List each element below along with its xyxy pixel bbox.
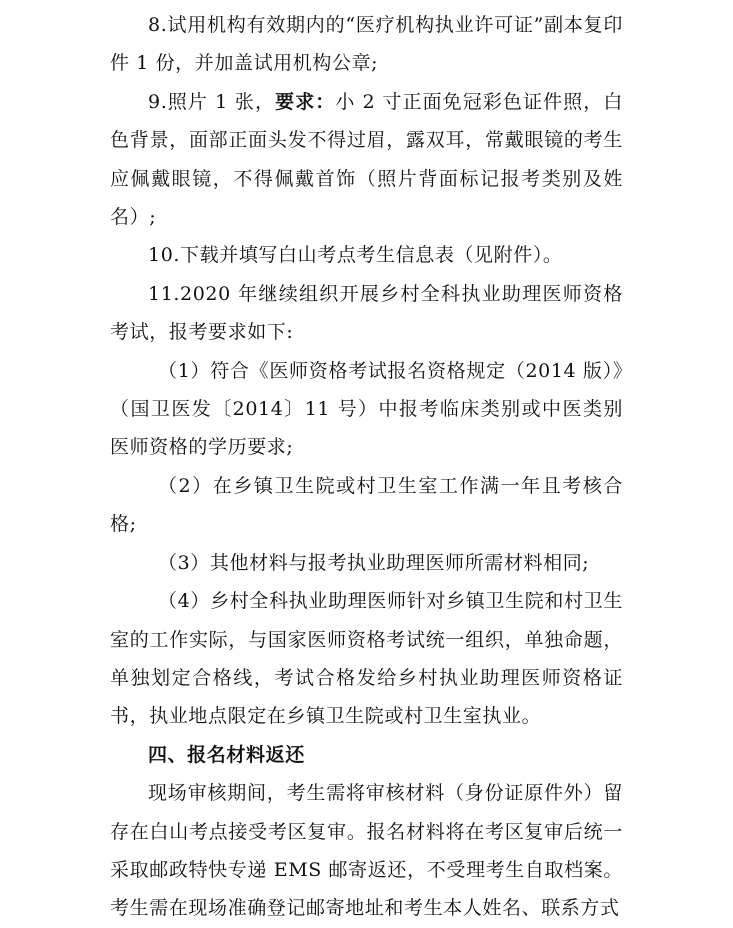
paragraph-item-9-lead: 9.照片 1 张， (148, 90, 276, 113)
sub-item-4: （4）乡村全科执业助理医师针对乡镇卫生院和村卫生室的工作实际，与国家医师资格考试统一组织，单独命题，单独划定合格线，考试合格发给乡村执业助理医师资格证书，执业地点限定在乡镇卫生院或村卫生室执业。 (110, 590, 623, 728)
paragraph-item-11: 11.2020 年继续组织开展乡村全科执业助理医师资格考试，报考要求如下: (110, 282, 623, 344)
paragraph-item-9 (110, 83, 623, 237)
paragraph-item-8: 8.试用机构有效期内的“医疗机构执业许可证”副本复印件 1 份，并加盖试用机构公章; (110, 14, 623, 75)
paragraph-item-9-bold: 要求： (275, 90, 336, 113)
paragraph-item-9-rest: 小 2 寸正面免冠彩色证件照，白色背景，面部正面头发不得过眉，露双耳，常戴眼镜的考生应佩戴眼镜，不得佩戴首饰（照片背面标记报考类别及姓名）; (110, 90, 623, 229)
sub-item-1: （1）符合《医师资格考试报名资格规定（2014 版）》（国卫医发〔2014〕11 号）中报考临床类别或中医类别医师资格的学历要求; (110, 359, 623, 459)
sub-item-2: （2）在乡镇卫生院或村卫生室工作满一年且考核合格; (110, 474, 623, 536)
section-heading-4: 四、报名材料返还 (148, 743, 305, 766)
sub-item-3: （3）其他材料与报考执业助理医师所需材料相同; (158, 551, 590, 574)
paragraph-item-10: 10.下载并填写白山考点考生信息表（见附件）。 (148, 244, 563, 267)
paragraph-return-materials: 现场审核期间，考生需将审核材料（身份证原件外）留存在白山考点接受考区复审。报名材料将在考区复审后统一采取邮政特快专递 EMS 邮寄返还，不受理考生自取档案。考生需在现场准确登记邮寄地址和考生本人姓名、联系方式 (110, 782, 623, 920)
